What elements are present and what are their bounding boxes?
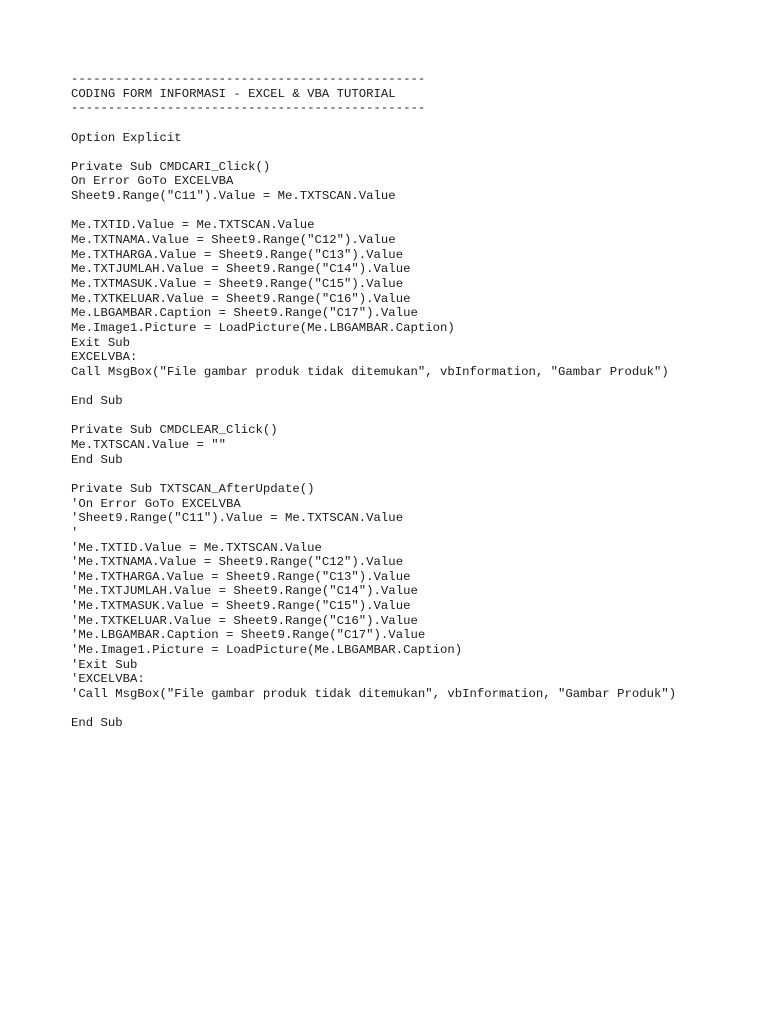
code-line: Me.TXTHARGA.Value = Sheet9.Range("C13").Value — [71, 247, 404, 262]
comment-line: 'Me.TXTKELUAR.Value = Sheet9.Range("C16").Value — [71, 613, 418, 628]
comment-line: ' — [71, 525, 79, 540]
sub-header-cmdclear: Private Sub CMDCLEAR_Click() — [71, 423, 278, 438]
comment-line: 'EXCELVBA: — [71, 672, 145, 687]
end-sub-line: End Sub — [71, 716, 123, 731]
blank-line — [71, 409, 676, 424]
comment-line: 'On Error GoTo EXCELVBA — [71, 496, 241, 511]
code-label: EXCELVBA: — [71, 350, 138, 365]
comment-line: 'Me.LBGAMBAR.Caption = Sheet9.Range("C17").Value — [71, 628, 426, 643]
comment-line: 'Me.TXTHARGA.Value = Sheet9.Range("C13").Value — [71, 569, 411, 584]
end-sub-line: End Sub — [71, 452, 123, 467]
sub-header-cmdcari: Private Sub CMDCARI_Click() — [71, 159, 271, 174]
separator-line: ------------------------------------------------ — [71, 72, 426, 86]
blank-line — [71, 379, 676, 394]
blank-line — [71, 116, 676, 131]
code-line: Sheet9.Range("C11").Value = Me.TXTSCAN.Value — [71, 189, 396, 204]
document-title: CODING FORM INFORMASI - EXCEL & VBA TUTORIAL — [71, 86, 396, 101]
code-line: Me.LBGAMBAR.Caption = Sheet9.Range("C17").Value — [71, 306, 418, 321]
blank-line — [71, 145, 676, 160]
comment-line: 'Me.TXTMASUK.Value = Sheet9.Range("C15").Value — [71, 599, 411, 614]
comment-line: 'Sheet9.Range("C11").Value = Me.TXTSCAN.Value — [71, 511, 404, 526]
code-line: Me.TXTJUMLAH.Value = Sheet9.Range("C14").Value — [71, 262, 411, 277]
code-line: Me.TXTID.Value = Me.TXTSCAN.Value — [71, 218, 315, 233]
comment-line: 'Me.TXTID.Value = Me.TXTSCAN.Value — [71, 540, 322, 555]
comment-line: 'Me.TXTJUMLAH.Value = Sheet9.Range("C14").Value — [71, 584, 418, 599]
code-line: Me.TXTMASUK.Value = Sheet9.Range("C15").Value — [71, 276, 404, 291]
code-line: Call MsgBox("File gambar produk tidak ditemukan", vbInformation, "Gambar Produk") — [71, 364, 669, 379]
separator-line: ------------------------------------------------ — [71, 101, 426, 116]
code-line: Me.Image1.Picture = LoadPicture(Me.LBGAMBAR.Caption) — [71, 320, 455, 335]
code-line: Me.TXTSCAN.Value = "" — [71, 438, 226, 453]
comment-line: 'Me.Image1.Picture = LoadPicture(Me.LBGAMBAR.Caption) — [71, 642, 463, 657]
comment-line: 'Me.TXTNAMA.Value = Sheet9.Range("C12").Value — [71, 555, 404, 570]
code-line: On Error GoTo EXCELVBA — [71, 174, 234, 189]
comment-line: 'Exit Sub — [71, 657, 138, 672]
sub-header-txtscan: Private Sub TXTSCAN_AfterUpdate() — [71, 481, 315, 496]
end-sub-line: End Sub — [71, 394, 123, 409]
blank-line — [71, 467, 676, 482]
code-line: Me.TXTNAMA.Value = Sheet9.Range("C12").Value — [71, 233, 396, 248]
blank-line — [71, 702, 676, 717]
code-block — [71, 72, 676, 731]
blank-line — [71, 204, 676, 219]
code-line: Me.TXTKELUAR.Value = Sheet9.Range("C16").Value — [71, 291, 411, 306]
code-line: Exit Sub — [71, 335, 131, 350]
code-line: Option Explicit — [71, 130, 182, 145]
comment-line: 'Call MsgBox("File gambar produk tidak ditemukan", vbInformation, "Gambar Produk") — [71, 686, 677, 701]
